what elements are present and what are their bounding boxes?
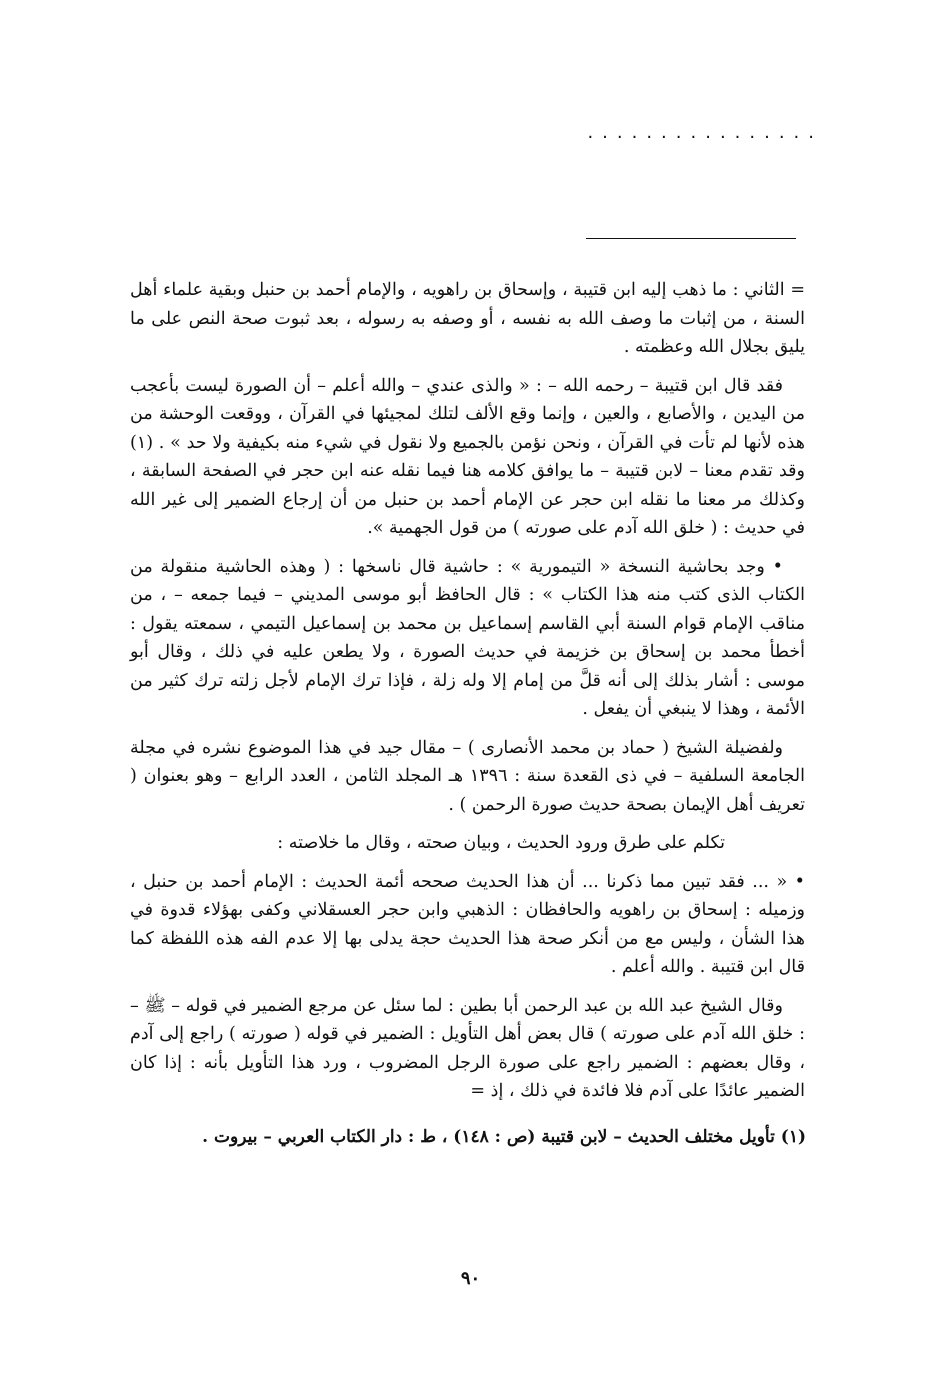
footnote: (١) تأويل مختلف الحديث – لابن قتيبة (ص : ١٤٨) ، ط : دار الكتاب العربي – بيروت . xyxy=(202,1127,806,1147)
paragraph-taymuriyya-note: • وجد بحاشية النسخة « التيمورية » : حاشية قال ناسخها : ( وهذه الحاشية منقولة من الكتاب الذى كتب منه هذا الكتاب » : قال الحافظ أبو موسى المديني – فيما جمعه – ، من مناقب الإمام قوام السنة أبي القاسم إسماعيل بن محمد بن إسماعيل التيمي ، سمعته يقول : أخطأ محمد بن إسحاق بن خزيمة في حديث الصورة ، ولا يطعن عليه في ذلك ، وقال أبو موسى : أشار بذلك إلى أنه قلَّ من إمام إلا وله زلة ، فإذا ترك الإمام لأجل زلته ترك كثير من الأئمة ، وهذا لا ينبغي أن يفعل . xyxy=(130,556,805,719)
paragraph-summary-intro: تكلم على طرق ورود الحديث ، وبيان صحته ، وقال ما خلاصته : xyxy=(277,833,725,853)
paragraph-ibn-qutaybah: فقد قال ابن قتيبة – رحمه الله – : « والذى عندي – والله أعلم – أن الصورة ليست بأعجب من اليدين ، والأصابع ، والعين ، وإنما وقع الألف لتلك لمجيئها في القرآن ، ووقعت الوحشة من هذه لأنها لم تأت في القرآن ، ونحن نؤمن بالجميع ولا نقول في شيء منه بكيفية ولا حد » . (١) وقد تقدم معنا – لابن قتيبة – ما يوافق كلامه هنا فيما نقله عنه ابن حجر في الصفحة السابقة ، وكذلك مر معنا ما نقله ابن حجر عن الإمام أحمد بن حنبل من أن إرجاع الضمير إلى غير الله في حديث : ( خلق الله آدم على صورته ) من قول الجهمية ». xyxy=(130,375,805,538)
header-rule xyxy=(586,238,796,239)
page-number: ٩٠ xyxy=(460,1268,481,1289)
paragraph-ansari-article: ولفضيلة الشيخ ( حماد بن محمد الأنصارى ) – مقال جيد في هذا الموضوع نشره في مجلة الجامعة السلفية – في ذى القعدة سنة : ١٣٩٦ هـ المجلد الثامن ، العدد الرابع – وهو بعنوان ( تعريف أهل الإيمان بصحة حديث صورة الرحمن ) . xyxy=(130,737,805,815)
paragraph-continuation: = الثاني : ما ذهب إليه ابن قتيبة ، وإسحاق بن راهويه ، والإمام أحمد بن حنبل وبقية علماء أهل السنة ، من إثبات ما وصف الله به نفسه ، أو وصفه به رسوله ، بعد ثبوت صحة النص على ما يليق بجلال الله وعظمته . xyxy=(130,280,805,357)
paragraph-aba-butayn: وقال الشيخ عبد الله بن عبد الرحمن أبا بطين : لما سئل عن مرجع الضمير في قوله – ﷺ – : خلق الله آدم على صورته ) قال بعض أهل التأويل : الضمير في قوله ( صورته ) راجع إلى آدم ، وقال بعضهم : الضمير راجع على صورة الرجل المضروب ، ورد هذا التأويل بأنه : إذا كان الضمير عائدًا على آدم فلا فائدة في ذلك ، إذ = xyxy=(130,995,805,1101)
main-text xyxy=(130,276,805,1116)
paragraph-hadith-authenticity: • « ... فقد تبين مما ذكرنا ... أن هذا الحديث صححه أئمة الحديث : الإمام أحمد بن حنبل ، وزميله : إسحاق بن راهويه والحافظان : الذهبي وابن حجر العسقلاني وكفى بهؤلاء قدوة في هذا الشأن ، وليس مع من أنكر صحة هذا الحديث حجة يدلى بها إلا عدم الفه هذه اللفظة كما قال ابن قتيبة . والله أعلم . xyxy=(130,871,805,977)
header-dots: ................ xyxy=(587,122,823,143)
